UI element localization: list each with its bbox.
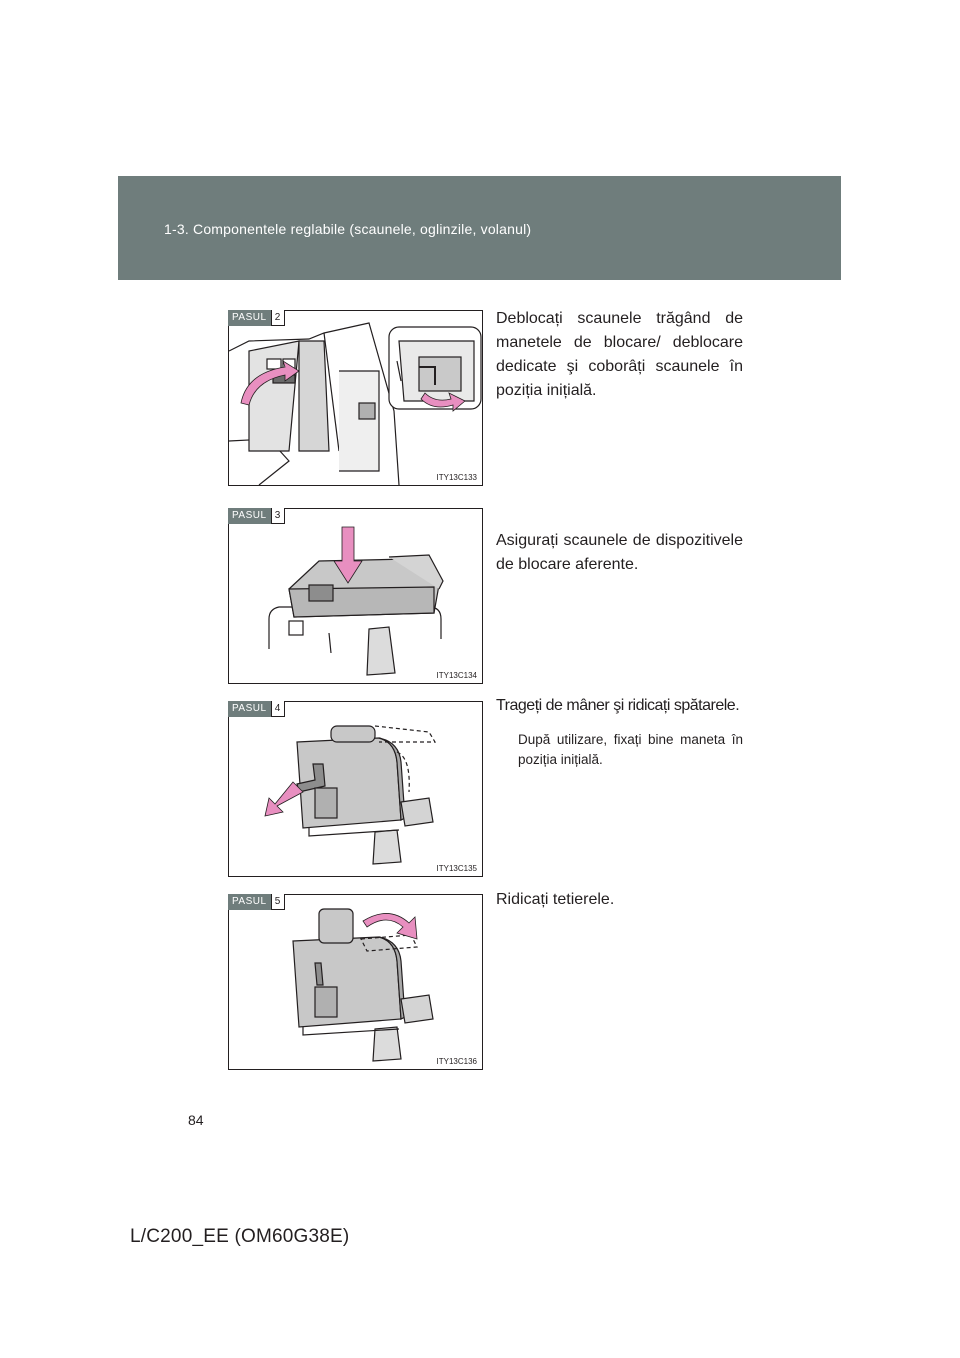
step-badge-number: 5 bbox=[271, 894, 285, 910]
step-badge-label: PASUL bbox=[228, 508, 271, 524]
illustration-secure-seats bbox=[228, 508, 483, 684]
step-text-5: Ridicați tetierele. bbox=[496, 891, 615, 908]
section-header-band bbox=[118, 176, 841, 280]
figure-code: ITY13C134 bbox=[436, 671, 477, 680]
step-badge-number: 2 bbox=[271, 310, 285, 326]
figure-code: ITY13C133 bbox=[436, 473, 477, 482]
figure-code: ITY13C136 bbox=[436, 1057, 477, 1066]
illustration-unlock-seats bbox=[228, 310, 483, 486]
section-title: 1-3. Componentele reglabile (scaunele, oglinzile, volanul) bbox=[164, 221, 532, 237]
step-badge bbox=[228, 894, 285, 910]
step-figure-3 bbox=[228, 508, 483, 684]
step-text-2: Deblocați scaunele trăgând de manetele de blocare/ deblocare dedicate şi coborâți scaunele în poziția inițială. bbox=[496, 310, 743, 399]
document-code: L/C200_EE (OM60G38E) bbox=[130, 1226, 350, 1247]
step-badge bbox=[228, 310, 285, 326]
step-badge-label: PASUL bbox=[228, 310, 271, 326]
step-figure-5 bbox=[228, 894, 483, 1070]
step-badge bbox=[228, 508, 285, 524]
step-figure-4 bbox=[228, 701, 483, 877]
step-badge-number: 4 bbox=[271, 701, 285, 717]
step-badge-number: 3 bbox=[271, 508, 285, 524]
step-figure-2 bbox=[228, 310, 483, 486]
illustration-raise-seatbacks bbox=[228, 701, 483, 877]
illustration-raise-headrests bbox=[228, 894, 483, 1070]
figure-code: ITY13C135 bbox=[436, 864, 477, 873]
step-badge-label: PASUL bbox=[228, 894, 271, 910]
step-text-4: Trageți de mâner şi ridicați spătarele. bbox=[496, 697, 740, 714]
page-number: 84 bbox=[188, 1112, 204, 1128]
step-badge bbox=[228, 701, 285, 717]
step-text-3: Asigurați scaunele de dispozitivele de blocare aferente. bbox=[496, 532, 743, 573]
step-note-4: După utilizare, fixați bine maneta în poziția inițială. bbox=[518, 732, 743, 767]
step-badge-label: PASUL bbox=[228, 701, 271, 717]
